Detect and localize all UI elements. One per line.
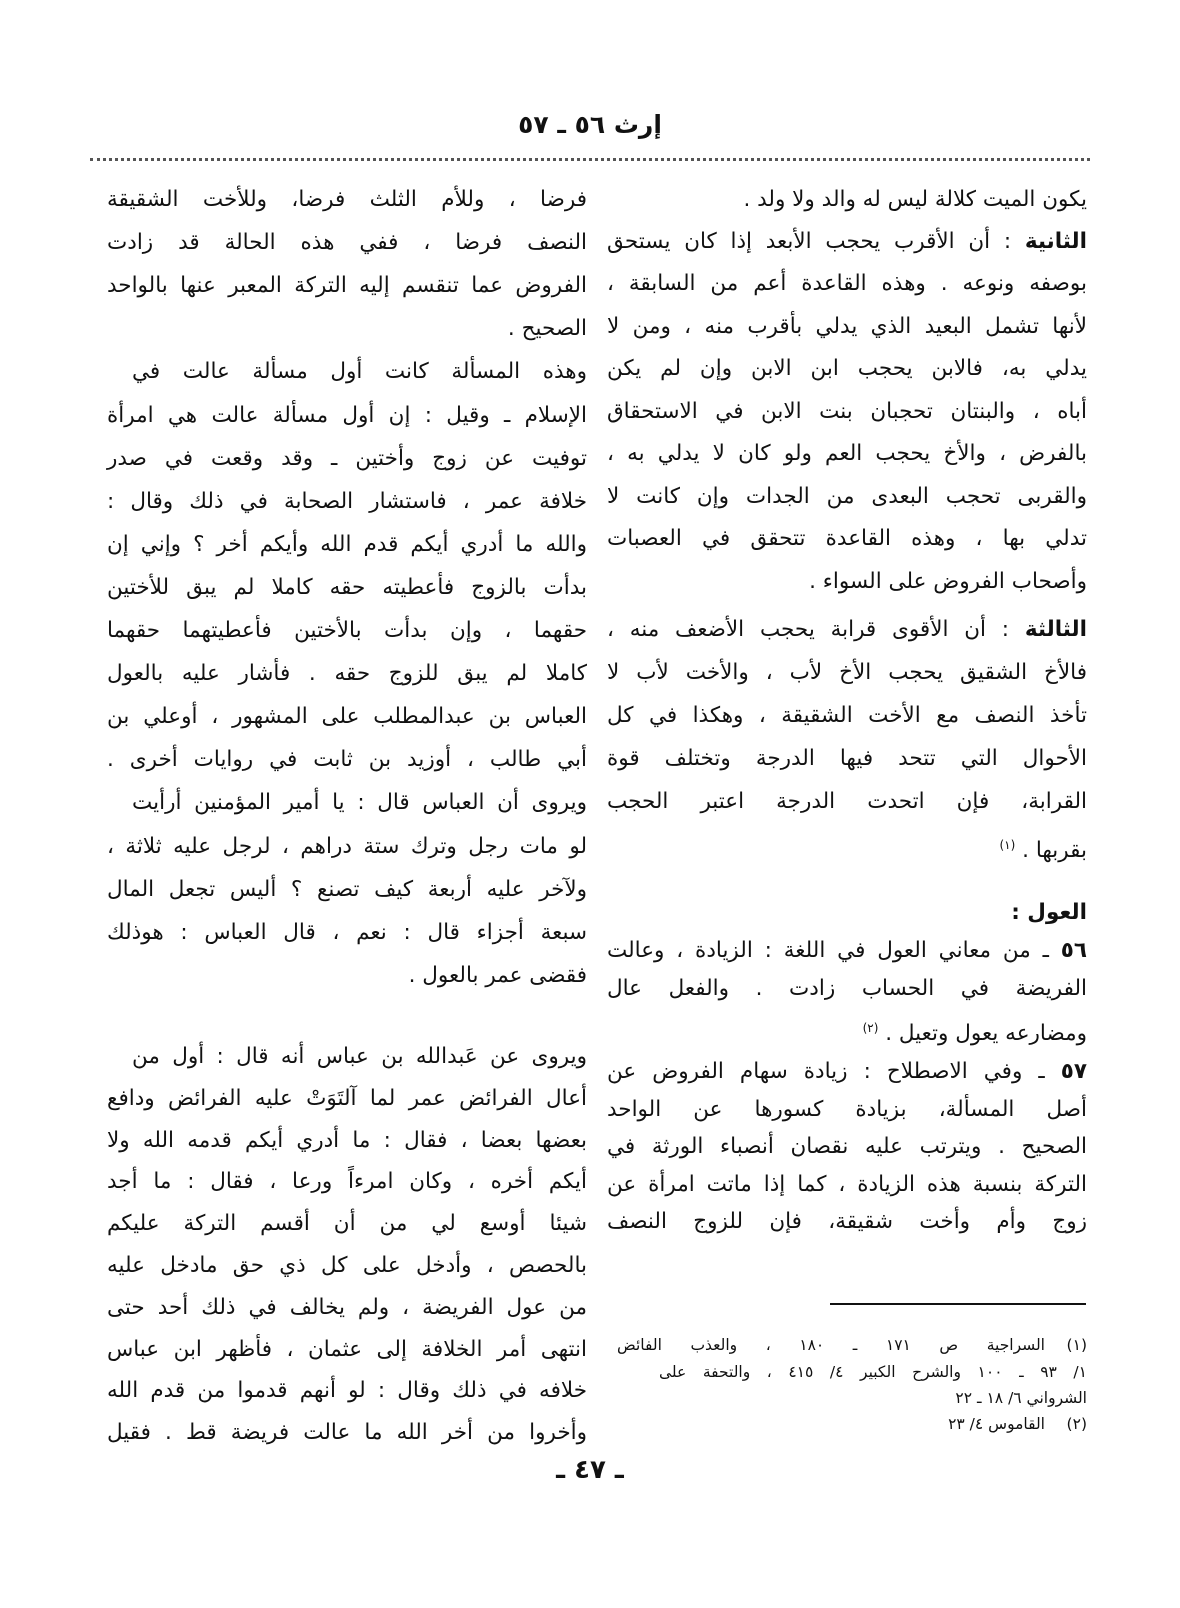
line-text: فقضى عمر بالعول . bbox=[408, 962, 587, 988]
text-line bbox=[607, 738, 1087, 780]
line-text: والقربى تحجب البعدى من الجدات وإن كانت لا bbox=[607, 484, 1087, 509]
running-header: إرث ٥٦ ـ ٥٧ bbox=[518, 110, 662, 139]
text-line bbox=[607, 561, 1087, 603]
line-text: ـ من معاني العول في اللغة : الزيادة ، وعالت bbox=[607, 938, 1061, 963]
text-line bbox=[132, 1036, 587, 1078]
line-text: يدلي به، فالابن يحجب ابن الابن وإن لم يكن bbox=[607, 356, 1087, 381]
line-text: النصف فرضا ، ففي هذه الحالة قد زادت bbox=[107, 230, 587, 256]
section-label: العول : bbox=[1011, 900, 1087, 925]
text-line bbox=[107, 1370, 587, 1412]
text-line bbox=[107, 308, 587, 350]
line-text: الأحوال التي تتحد فيها الدرجة وتختلف قوة bbox=[607, 746, 1087, 771]
text-line bbox=[607, 1201, 1087, 1243]
text-line bbox=[107, 524, 587, 566]
line-text: خلافه في ذلك وقال : لو أنهم قدموا من قدم الله bbox=[107, 1378, 587, 1404]
line-text: كاملا لم يبق للزوج حقه . فأشار عليه بالعول bbox=[107, 661, 587, 687]
text-line bbox=[107, 739, 587, 781]
text-line bbox=[607, 652, 1087, 694]
text-line bbox=[607, 1126, 1087, 1168]
footnote-text: السراجية ص ١٧١ ـ ١٨٠ ، والعذب الفائض bbox=[617, 1336, 1045, 1354]
text-line bbox=[607, 179, 1087, 221]
line-text: بعضها بعضا ، فقال : ما أدري أيكم قدمه الله ولا bbox=[107, 1127, 587, 1153]
line-text: فرضا ، وللأم الثلث فرضا، وللأخت الشقيقة bbox=[107, 187, 587, 212]
line-text: الصحيح . ويترتب عليه نقصان أنصباء الورثة في bbox=[607, 1134, 1087, 1159]
footnote-text: ١/ ٩٣ ـ ١٠٠ والشرح الكبير ٤/ ٤١٥ ، والتحفة على bbox=[659, 1363, 1087, 1381]
line-text: الصحيح . bbox=[507, 316, 587, 342]
line-text: ـ وفي الاصطلاح : زيادة سهام الفروض عن bbox=[607, 1059, 1061, 1084]
text-line bbox=[607, 391, 1087, 433]
text-line bbox=[607, 1051, 1087, 1093]
text-line bbox=[107, 567, 587, 609]
line-text: توفيت عن زوج وأختين ـ وقد وقعت في صدر bbox=[107, 445, 587, 471]
line-text: وأخروا من أخر الله ما عالت فريضة قط . فقيل bbox=[107, 1420, 587, 1446]
text-line bbox=[107, 1203, 587, 1245]
line-text: تأخذ النصف مع الأخت الشقيقة ، وهكذا في كل bbox=[607, 703, 1087, 728]
line-text: بوصفه ونوعه . وهذه القاعدة أعم من السابقة ، bbox=[607, 271, 1087, 296]
line-text: بقربها . bbox=[1022, 838, 1087, 864]
text-line bbox=[107, 265, 587, 307]
text-line bbox=[107, 610, 587, 652]
text-line bbox=[107, 826, 587, 868]
text-line bbox=[107, 1287, 587, 1329]
line-text: بدأت بالزوج فأعطيته حقه كاملا لم يبق للأختين bbox=[107, 574, 587, 600]
line-text: ولآخر عليه أربعة كيف تصنع ؟ أليس تجعل المال bbox=[107, 876, 587, 902]
text-line bbox=[607, 1089, 1087, 1131]
line-text: ويروى عن عَبدالله بن عباس أنه قال : أول من bbox=[132, 1044, 587, 1069]
text-line bbox=[107, 395, 587, 437]
line-text: التركة بنسبة هذه الزيادة ، كما إذا ماتت امرأة عن bbox=[607, 1172, 1087, 1197]
line-text: أعال الفرائض عمر لما آلتَوَتْ عليه الفرائض ودافع bbox=[107, 1085, 587, 1111]
text-line bbox=[107, 1245, 587, 1287]
footnote-line bbox=[617, 1411, 1087, 1437]
line-text: والله ما أدري أيكم قدم الله وأيكم أخر ؟ وإني إن bbox=[107, 531, 587, 557]
text-line bbox=[107, 696, 587, 738]
text-line bbox=[607, 930, 1087, 972]
text-line bbox=[107, 1161, 587, 1203]
line-text: حقهما ، وإن بدأت بالأختين فأعطيتهما حقهما bbox=[107, 618, 587, 643]
section-label: ٥٦ bbox=[1060, 938, 1087, 963]
line-text: خلافة عمر ، فاستشار الصحابة في ذلك وقال : bbox=[107, 488, 587, 514]
section-label: ٥٧ bbox=[1060, 1059, 1087, 1084]
text-line bbox=[607, 433, 1087, 475]
footnote-separator bbox=[830, 1303, 1086, 1305]
footnote-reference[interactable]: (١) bbox=[999, 838, 1016, 852]
line-text: بالحصص ، وأدخل على كل ذي حق مادخل عليه bbox=[107, 1253, 587, 1278]
text-line bbox=[607, 348, 1087, 390]
text-line bbox=[107, 179, 587, 221]
text-line bbox=[607, 609, 1087, 651]
line-text: الفريضة في الحساب زادت . والفعل عال bbox=[607, 976, 1087, 1001]
footnote-line bbox=[617, 1332, 1087, 1358]
line-text: انتهى أمر الخلافة إلى عثمان ، فأظهر ابن عباس bbox=[107, 1336, 587, 1362]
line-text: تدلي بها ، وهذه القاعدة تتحقق في العصبات bbox=[607, 526, 1087, 551]
text-line bbox=[607, 695, 1087, 737]
section-label: الثالثة bbox=[1024, 617, 1087, 642]
text-line bbox=[607, 518, 1087, 560]
text-line bbox=[107, 1120, 587, 1162]
line-text: أيكم أخره ، وكان امرءاً ورعا ، فقال : ما أجد bbox=[107, 1169, 587, 1195]
text-line bbox=[107, 481, 587, 523]
footnote-line bbox=[659, 1359, 1087, 1385]
page-number: ـ ٤٧ ـ bbox=[556, 1455, 624, 1485]
line-text: لو مات رجل وترك ستة دراهم ، لرجل عليه ثلاثة ، bbox=[107, 833, 587, 859]
text-line bbox=[607, 1164, 1087, 1206]
line-text: وأصحاب الفروض على السواء . bbox=[809, 569, 1087, 594]
text-line bbox=[107, 438, 587, 480]
footnote-text: القاموس ٤/ ٢٣ bbox=[948, 1415, 1045, 1433]
line-text: لأنها تشمل البعيد الذي يدلي بأقرب منه ، ومن لا bbox=[607, 314, 1087, 339]
text-line bbox=[107, 1412, 587, 1454]
line-text: القرابة، فإن اتحدت الدرجة اعتبر الحجب bbox=[607, 789, 1087, 814]
text-line bbox=[107, 869, 587, 911]
text-line bbox=[107, 912, 587, 954]
text-line bbox=[607, 263, 1087, 305]
line-text: شيئا أوسع لي من أن أقسم التركة عليكم bbox=[107, 1211, 587, 1237]
line-text: فالأخ الشقيق يحجب الأخ لأب ، والأخت لأب لا bbox=[607, 660, 1087, 685]
line-text: الفروض عما تنقسم إليه التركة المعبر عنها بالواحد bbox=[107, 273, 587, 299]
line-text: بالفرض ، والأخ يحجب العم ولو كان لا يدلي به ، bbox=[607, 441, 1087, 466]
text-line bbox=[607, 781, 1087, 823]
footnote-reference[interactable]: (٢) bbox=[862, 1021, 879, 1035]
text-line bbox=[107, 222, 587, 264]
line-text: وهذه المسألة كانت أول مسألة عالت في bbox=[132, 359, 587, 385]
line-text: الإسلام ـ وقيل : إن أول مسألة عالت هي امرأة bbox=[107, 402, 587, 428]
line-text: ويروى أن العباس قال : يا أمير المؤمنين أرأيت bbox=[132, 790, 587, 816]
footnote-text: الشرواني ٦/ ١٨ ـ ٢٢ bbox=[955, 1389, 1087, 1407]
text-line bbox=[107, 1329, 587, 1371]
text-line bbox=[607, 221, 1087, 263]
text-line bbox=[607, 1007, 1087, 1049]
line-text: يكون الميت كلالة ليس له والد ولا ولد . bbox=[743, 187, 1087, 212]
text-line bbox=[132, 351, 587, 393]
footnote-number: (١) bbox=[1066, 1336, 1087, 1354]
text-line bbox=[132, 782, 587, 824]
text-line bbox=[607, 968, 1087, 1010]
text-line bbox=[107, 653, 587, 695]
footnote-line bbox=[659, 1385, 1087, 1411]
line-text: من عول الفريضة ، ولم يخالف في ذلك أحد حتى bbox=[107, 1294, 587, 1320]
line-text: : أن الأقرب يحجب الأبعد إذا كان يستحق bbox=[607, 229, 1025, 254]
line-text: أباه ، والبنتان تحجبان بنت الابن في الاستحقاق bbox=[607, 399, 1087, 424]
text-line bbox=[107, 1078, 587, 1120]
line-text: سبعة أجزاء قال : نعم ، قال العباس : هوذلك bbox=[107, 919, 587, 945]
text-line bbox=[607, 824, 1087, 866]
line-text: العباس بن عبدالمطلب على المشهور ، أوعلي بن bbox=[107, 704, 587, 730]
line-text: : أن الأقوى قرابة يحجب الأضعف منه ، bbox=[607, 617, 1025, 642]
line-text: ومضارعه يعول وتعيل . bbox=[885, 1021, 1087, 1047]
text-line bbox=[107, 955, 587, 997]
line-text: أبي طالب ، أوزيد بن ثابت في روايات أخرى . bbox=[107, 747, 587, 773]
line-text: أصل المسألة، بزيادة كسورها عن الواحد bbox=[607, 1097, 1087, 1122]
text-line bbox=[607, 306, 1087, 348]
header-dotted-divider bbox=[90, 158, 1090, 161]
section-label: الثانية bbox=[1024, 229, 1087, 254]
footnote-number: (٢) bbox=[1066, 1415, 1087, 1433]
text-line bbox=[607, 476, 1087, 518]
line-text: زوج وأم وأخت شقيقة، فإن للزوج النصف bbox=[607, 1209, 1087, 1234]
text-line bbox=[607, 892, 1087, 934]
